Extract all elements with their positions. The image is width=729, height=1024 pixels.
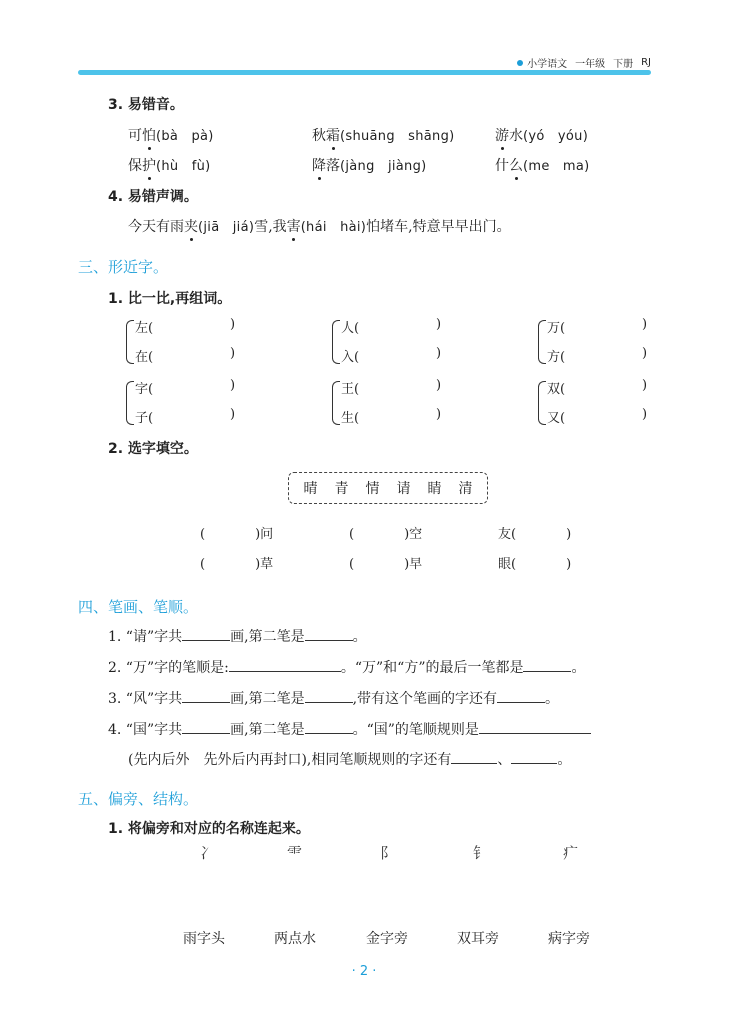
q4-dotted-char: 夹 [184,216,198,236]
compare-char: 人( [341,321,360,336]
compare-close: ) [436,378,442,393]
compare-char: 入( [341,350,360,365]
compare-item [135,317,245,336]
compare-close: ) [230,407,236,422]
compare-close: ) [436,346,442,361]
q3-pinyin: (hù fù) [156,159,211,174]
sec4-text: 3. “风”字共 [108,691,183,707]
compare-close: ) [230,346,236,361]
header-subject: 小学语文 [527,59,568,70]
q3-item-3 [495,125,588,145]
radical-item[interactable]: ⻗ [287,844,303,862]
brace [126,381,134,425]
fill-blank[interactable] [349,553,422,572]
compare-close: ) [230,378,236,393]
bullet-dot-icon [517,60,523,66]
sec4-line-3 [108,688,559,708]
fill-open: 眼( [498,557,517,572]
compare-item [135,407,245,426]
compare-close: ) [436,317,442,332]
sec4-text: 、 [497,752,512,768]
q3-char: 可 [128,128,142,144]
fill-blank[interactable] [498,553,571,572]
sec4-text: 。 [352,629,367,645]
sec4-text: 4. “国”字共 [108,722,183,738]
q3-dotted-char: 霜 [326,125,340,145]
choice-char: 晴 [303,481,318,497]
sec4-text: 画,第二笔是 [230,722,305,738]
sec3-q2-title: 2. 选字填空。 [108,441,198,457]
fill-close: )问 [255,527,274,542]
q3-item-6 [495,155,590,175]
sec4-text: 。“万”和“方”的最后一笔都是 [340,660,524,676]
radical-name[interactable]: 雨字头 [183,931,225,947]
sec4-text: (先内后外 先外后内再封口),相同笔顺规则的字还有 [128,752,452,768]
fill-open: ( [349,557,355,572]
q3-dotted-char: 护 [142,155,156,175]
answer-blank[interactable] [305,626,353,641]
q3-item-5 [312,155,427,175]
brace [538,381,546,425]
sec4-text: 。“国”的笔顺规则是 [352,722,479,738]
radical-name[interactable]: 双耳旁 [457,931,499,947]
q4-text: 今天有雨 [128,219,184,235]
compare-item [547,407,657,426]
compare-char: 左( [135,321,154,336]
compare-item [341,346,451,365]
q3-title: 3. 易错音。 [108,97,184,113]
section-4-title: 四、笔画、笔顺。 [78,598,199,616]
fill-close: )草 [255,557,274,572]
fill-blank[interactable] [498,523,571,542]
q3-pinyin: (shuāng shāng) [340,129,455,144]
answer-blank[interactable] [479,719,591,734]
compare-item [547,346,657,365]
sec4-text: 。 [557,752,572,768]
choice-char: 青 [334,481,349,497]
q4-dotted-char: 害 [287,216,301,236]
compare-close: ) [436,407,442,422]
sec4-line-1 [108,626,367,646]
sec4-text: 画,第二笔是 [230,691,305,707]
answer-blank[interactable] [182,626,230,641]
header-bar [78,70,651,75]
q3-pinyin: (bà pà) [156,129,214,144]
q4-pinyin: (jiā jiá) [198,220,255,235]
compare-item [547,378,657,397]
choice-char: 情 [365,481,380,497]
q3-char: 水 [509,128,523,144]
fill-open: ( [200,527,206,542]
character-choice-box [288,472,488,504]
fill-close: )早 [404,557,423,572]
sec4-text: 。 [571,660,586,676]
fill-blank[interactable] [200,553,273,572]
section-3-title: 三、形近字。 [78,258,169,276]
compare-char: 双( [547,382,566,397]
sec4-text: ,带有这个笔画的字还有 [352,691,498,707]
q3-dotted-char: 降 [312,155,326,175]
compare-close: ) [642,407,648,422]
section-5-title: 五、偏旁、结构。 [78,790,199,808]
fill-close: ) [566,557,572,572]
choice-char: 请 [396,481,411,497]
q4-text: 怕堵车,特意早早出门。 [366,219,511,235]
compare-char: 生( [341,411,360,426]
answer-blank[interactable] [523,657,571,672]
q3-dotted-char: 怕 [142,125,156,145]
radical-item[interactable]: 钅 [473,844,489,862]
fill-blank[interactable] [349,523,422,542]
fill-open: ( [349,527,355,542]
choice-char: 清 [458,481,473,497]
sec4-text: 。 [545,691,560,707]
sec4-line-4 [108,719,591,739]
q3-dotted-char: 么 [509,155,523,175]
compare-item [341,407,451,426]
page-header [517,55,651,70]
sec4-text: 1. “请”字共 [108,629,183,645]
q3-item-1 [128,125,214,145]
fill-close: )空 [404,527,423,542]
page-number: · 2 · [351,964,377,979]
q3-dotted-char: 游 [495,125,509,145]
fill-open: ( [200,557,206,572]
compare-close: ) [642,346,648,361]
choice-char: 睛 [427,481,442,497]
answer-blank[interactable] [229,657,341,672]
compare-char: 又( [547,411,566,426]
header-edition: RJ [641,57,651,68]
fill-close: ) [566,527,572,542]
q3-pinyin: (me ma) [523,159,590,174]
compare-item [547,317,657,336]
radical-item[interactable]: 冫 [200,844,216,862]
sec4-line-2 [108,657,585,677]
sec4-text: 2. “万”字的笔顺是: [108,660,229,676]
compare-close: ) [642,317,648,332]
q3-char: 落 [326,158,340,174]
q4-sentence [128,216,511,236]
compare-item [341,317,451,336]
brace [332,320,340,364]
compare-char: 万( [547,321,566,336]
compare-item [135,346,245,365]
sec4-line-5 [128,749,571,769]
radical-name[interactable]: 金字旁 [366,931,408,947]
compare-char: 字( [135,382,154,397]
compare-char: 在( [135,350,154,365]
q4-text: 雪,我 [254,219,287,235]
answer-blank[interactable] [451,749,497,764]
compare-item [341,378,451,397]
brace [126,320,134,364]
sec5-q1-title: 1. 将偏旁和对应的名称连起来。 [108,821,310,837]
fill-blank[interactable] [200,523,273,542]
answer-blank[interactable] [182,719,230,734]
compare-char: 王( [341,382,360,397]
compare-item [135,378,245,397]
brace [332,381,340,425]
sec3-q1-title: 1. 比一比,再组词。 [108,291,232,307]
q3-item-4 [128,155,211,175]
answer-blank[interactable] [182,688,230,703]
answer-blank[interactable] [511,749,557,764]
answer-blank[interactable] [305,719,353,734]
brace [538,320,546,364]
radical-item[interactable]: 疒 [563,844,579,862]
q3-item-2 [312,125,455,145]
compare-close: ) [230,317,236,332]
radical-item[interactable]: 阝 [380,844,396,862]
answer-blank[interactable] [497,688,545,703]
sec4-text: 画,第二笔是 [230,629,305,645]
fill-open: 友( [498,527,517,542]
answer-blank[interactable] [305,688,353,703]
q3-char: 保 [128,158,142,174]
q3-pinyin: (jàng jiàng) [340,159,427,174]
radical-name[interactable]: 两点水 [274,931,316,947]
compare-char: 子( [135,411,154,426]
q3-char: 什 [495,158,509,174]
header-volume: 下册 [613,59,634,70]
compare-close: ) [642,378,648,393]
header-grade: 一年级 [575,59,606,70]
q4-title: 4. 易错声调。 [108,189,198,205]
radical-name[interactable]: 病字旁 [548,931,590,947]
q3-char: 秋 [312,128,326,144]
q4-pinyin: (hái hài) [300,220,367,235]
compare-char: 方( [547,350,566,365]
q3-pinyin: (yó yóu) [523,129,589,144]
